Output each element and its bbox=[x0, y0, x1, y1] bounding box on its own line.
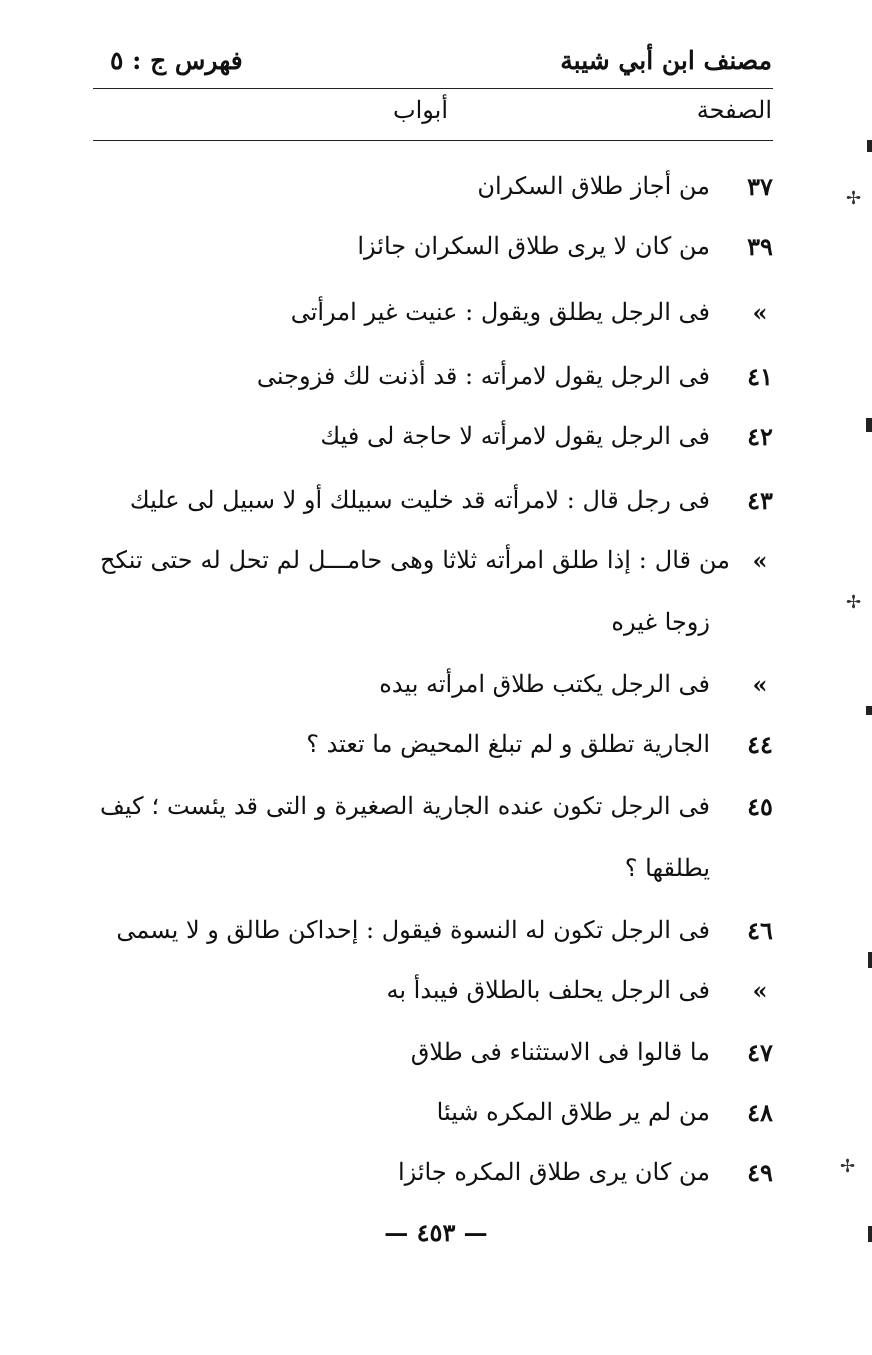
entry-title-continuation: يطلقها ؟ bbox=[624, 854, 710, 882]
registration-mark-icon: ✢ bbox=[846, 188, 862, 209]
index-entry bbox=[100, 916, 774, 956]
entry-title: ما قالوا فى الاستثناء فى طلاق bbox=[410, 1038, 710, 1066]
entry-title: من كان لا يرى طلاق السكران جائزا bbox=[357, 232, 710, 260]
index-entry bbox=[100, 1158, 774, 1198]
page-column-header: الصفحة bbox=[696, 96, 772, 124]
entry-page-number: ٤٩ bbox=[747, 1158, 773, 1187]
entry-title: فى الرجل يكتب طلاق امرأته بيده bbox=[379, 670, 710, 698]
entry-title: من قال : إذا طلق امرأته ثلاثا وهى حامـــل لم تحل له حتى تنكح bbox=[100, 546, 730, 574]
index-entry bbox=[100, 486, 774, 526]
entry-page-number: ٤٣ bbox=[747, 486, 773, 515]
entry-page-number: ٣٩ bbox=[747, 232, 773, 261]
registration-mark-icon: ✢ bbox=[846, 592, 862, 613]
entry-title: الجارية تطلق و لم تبلغ المحيض ما تعتد ؟ bbox=[306, 730, 710, 758]
index-entry bbox=[100, 976, 774, 1016]
entry-page-number: ٤٦ bbox=[747, 916, 773, 945]
page-number-footer: — ٤٥٣ — bbox=[384, 1218, 488, 1247]
book-title: مصنف ابن أبي شيبة bbox=[560, 46, 772, 75]
scan-edge-mark bbox=[866, 418, 872, 432]
entry-title: من أجاز طلاق السكران bbox=[477, 172, 710, 200]
scan-edge-mark bbox=[866, 706, 872, 715]
index-entry bbox=[100, 362, 774, 402]
scan-edge-mark bbox=[868, 1226, 872, 1242]
entry-page-number: ٤٥ bbox=[747, 792, 773, 821]
entry-title: فى الرجل تكون له النسوة فيقول : إحداكن طالق و لا يسمى bbox=[116, 916, 710, 944]
header-rule bbox=[93, 88, 773, 89]
index-entry bbox=[100, 546, 774, 646]
index-entry bbox=[100, 670, 774, 710]
entry-title: فى الرجل تكون عنده الجارية الصغيرة و التى قد يئست ؛ كيف bbox=[100, 792, 710, 820]
ditto-mark: » bbox=[752, 976, 768, 1005]
entry-title: فى الرجل يقول لامرأته لا حاجة لى فيك bbox=[320, 422, 710, 450]
entry-page-number: ٤١ bbox=[747, 362, 773, 391]
scan-edge-mark bbox=[867, 140, 872, 152]
entry-title: من كان يرى طلاق المكره جائزا bbox=[397, 1158, 710, 1186]
index-entry bbox=[100, 730, 774, 770]
entry-page-number: ٤٧ bbox=[747, 1038, 773, 1067]
ditto-mark: » bbox=[752, 670, 768, 699]
index-entry bbox=[100, 298, 774, 338]
scan-edge-mark bbox=[868, 952, 872, 968]
registration-mark-icon: ✢ bbox=[840, 1156, 856, 1177]
index-entry bbox=[100, 1038, 774, 1078]
entry-title: فى رجل قال : لامرأته قد خليت سبيلك أو لا سبيل لى عليك bbox=[129, 486, 710, 514]
entry-title: فى الرجل يحلف بالطلاق فيبدأ به bbox=[386, 976, 710, 1004]
entry-page-number: ٤٨ bbox=[747, 1098, 773, 1127]
entry-title: من لم ير طلاق المكره شيئا bbox=[436, 1098, 710, 1126]
index-entry bbox=[100, 792, 774, 892]
entry-title: فى الرجل يطلق ويقول : عنيت غير امرأتى bbox=[290, 298, 710, 326]
index-entry bbox=[100, 422, 774, 462]
entry-title-continuation: زوجا غيره bbox=[611, 608, 710, 636]
index-entry bbox=[100, 172, 774, 212]
index-entry bbox=[100, 232, 774, 272]
entry-page-number: ٣٧ bbox=[747, 172, 773, 201]
index-label: فهرس ج : ٥ bbox=[110, 46, 243, 75]
chapters-column-header: أبواب bbox=[393, 96, 449, 124]
ditto-mark: » bbox=[752, 546, 768, 575]
entry-page-number: ٤٢ bbox=[747, 422, 773, 451]
column-header-rule bbox=[93, 140, 773, 141]
entry-page-number: ٤٤ bbox=[747, 730, 773, 759]
entry-title: فى الرجل يقول لامرأته : قد أذنت لك فزوجنى bbox=[256, 362, 710, 390]
ditto-mark: » bbox=[752, 298, 768, 327]
index-entry bbox=[100, 1098, 774, 1138]
